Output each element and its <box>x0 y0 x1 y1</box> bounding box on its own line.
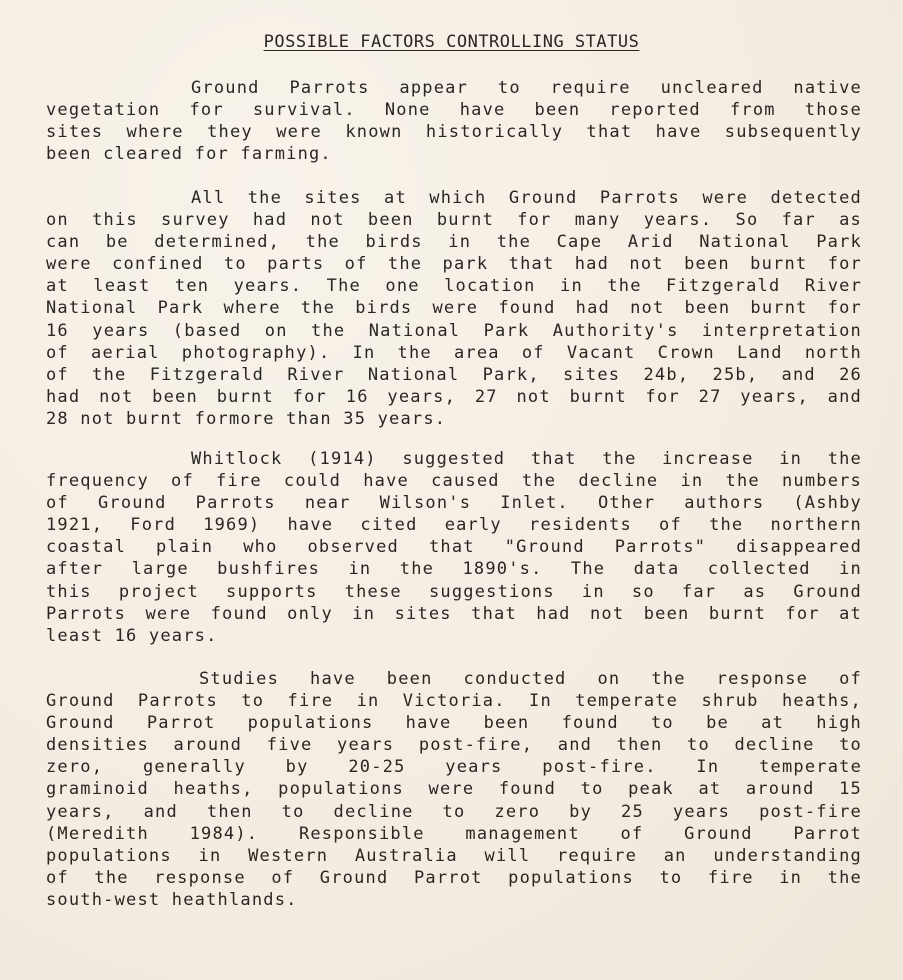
paragraph-line: at least ten years. The one location in the Fitzgerald River <box>46 276 862 297</box>
paragraph-line: years, and then to decline to zero by 25 years post-fire <box>46 801 862 822</box>
paragraph-line: Ground Parrots appear to require uncleared native <box>191 78 862 98</box>
paragraph-2 <box>46 187 862 430</box>
paragraph-line: this project supports these suggestions in so far as Ground <box>46 581 862 602</box>
paragraph-line: National Park where the birds were found had not been burnt for <box>46 298 862 319</box>
paragraph-line: were confined to parts of the park that had not been burnt for <box>46 254 862 275</box>
paragraph-line: 16 years (based on the National Park Authority's interpretation <box>46 320 862 341</box>
paragraph-line: coastal plain who observed that "Ground Parrots" disappeared <box>46 537 862 558</box>
paragraph-line: of Ground Parrots near Wilson's Inlet. Other authors (Ashby <box>46 493 862 514</box>
paragraph-line: south-west heathlands. <box>46 889 298 910</box>
paragraph-line: frequency of fire could have caused the decline in the numbers <box>46 471 862 492</box>
paragraph-line: least 16 years. <box>46 625 218 646</box>
paragraph-line: can be determined, the birds in the Cape Arid National Park <box>46 232 862 253</box>
paragraph-line: populations in Western Australia will require an understanding <box>46 845 862 866</box>
paragraph-line: vegetation for survival. None have been reported from those <box>46 100 862 121</box>
paragraph-line: (Meredith 1984). Responsible management of Ground Parrot <box>46 823 862 844</box>
paragraph-line: 1921, Ford 1969) have cited early residents of the northern <box>46 515 862 536</box>
paragraph-line: been cleared for farming. <box>46 144 332 165</box>
paragraph-line: 28 not burnt formore than 35 years. <box>46 408 447 429</box>
paragraph-line: zero, generally by 20-25 years post-fire. In temperate <box>46 757 862 778</box>
paragraph-3 <box>46 448 862 647</box>
paragraph-line: had not been burnt for 16 years, 27 not burnt for 27 years, and <box>46 386 862 407</box>
paragraph-line: of the response of Ground Parrot populations to fire in the <box>46 867 862 888</box>
paragraph-4 <box>46 668 862 911</box>
paragraph-1 <box>46 77 862 165</box>
paragraph-line: densities around five years post-fire, and then to decline to <box>46 735 862 756</box>
paragraph-line: Studies have been conducted on the response of <box>199 669 862 689</box>
paragraph-line: of aerial photography). In the area of Vacant Crown Land north <box>46 342 862 363</box>
page-heading: POSSIBLE FACTORS CONTROLLING STATUS <box>263 32 640 52</box>
paragraph-line: All the sites at which Ground Parrots were detected <box>191 188 862 208</box>
paragraph-line: Whitlock (1914) suggested that the increase in the <box>191 449 862 469</box>
paragraph-line: Ground Parrots to fire in Victoria. In temperate shrub heaths, <box>46 691 862 712</box>
paragraph-line: on this survey had not been burnt for many years. So far as <box>46 210 862 231</box>
paragraph-line: sites where they were known historically that have subsequently <box>46 122 862 143</box>
paragraph-line: Parrots were found only in sites that had not been burnt for at <box>46 603 862 624</box>
paragraph-line: Ground Parrot populations have been found to be at high <box>46 713 862 734</box>
paragraph-line: graminoid heaths, populations were found to peak at around 15 <box>46 779 862 800</box>
paragraph-line: after large bushfires in the 1890's. The data collected in <box>46 559 862 580</box>
paragraph-line: of the Fitzgerald River National Park, sites 24b, 25b, and 26 <box>46 364 862 385</box>
